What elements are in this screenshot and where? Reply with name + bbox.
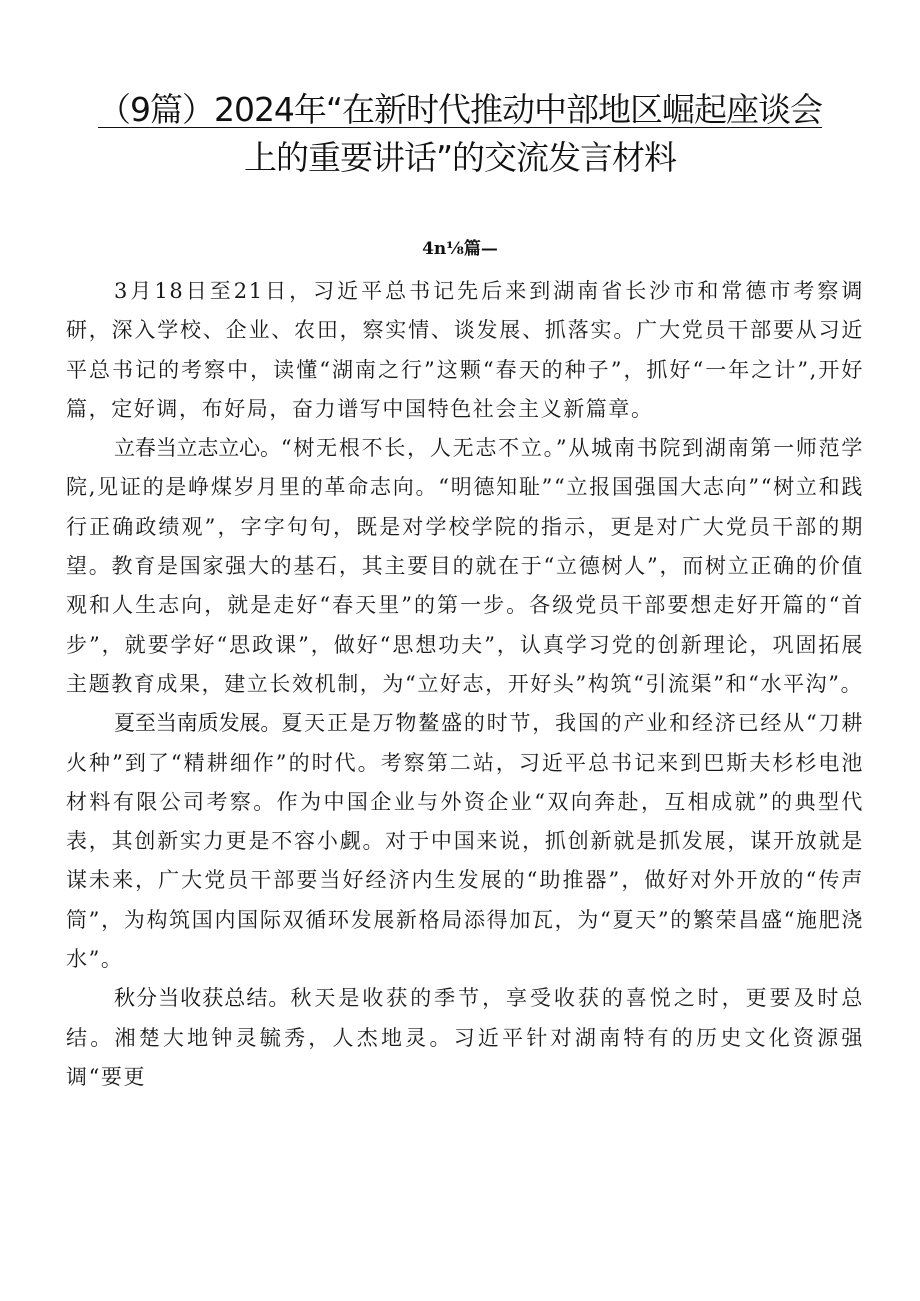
paragraph-summer	[66, 704, 864, 979]
paragraph-text: 3月18日至21日，习近平总书记先后来到湖南省长沙市和常德市考察调研，深入学校、企业、农田，察实情、谈发展、抓落实。广大党员干部要从习近平总书记的考察中，读懂“湖南之行”这颗“春天的种子”，抓好“一年之计”,开好篇，定好调，布好局，奋力谱写中国特色社会主义新篇章。	[66, 279, 864, 421]
paragraph-autumn	[66, 979, 864, 1097]
paragraph-text: “树无根不长，人无志不立。”从城南书院到湖南第一师范学院,见证的是峥煤岁月里的革命志向。“明德知耻”“立报国强国大志向”“树立和践行正确政绩观”，字字句句，既是对学校学院的指示，更是对广大党员干部的期望。教育是国家强大的基石，其主要目的就在于“立德树人”，而树立正确的价值观和人生志向，就是走好“春天里”的第一步。各级党员干部要想走好开篇的“首步”，就要学好“思政课”，做好“思想功夫”，认真学习党的创新理论，巩固拓展主题教育成果，建立长效机制，为“立好志，开好头”构筑“引流渠”和“水平沟”。	[66, 436, 864, 696]
paragraph-intro	[66, 272, 864, 429]
document-title	[60, 86, 860, 182]
paragraph-text: 秋天是收获的季节，享受收获的喜悦之时，更要及时总结。湘楚大地钟灵毓秀，人杰地灵。习近平针对湖南特有的历史文化资源强调“要更	[66, 986, 864, 1089]
section-subheading: 4n⅛篇—	[422, 239, 498, 259]
paragraph-spring	[66, 429, 864, 704]
title-line-1: （9篇）2024年“在新时代推动中部地区崛起座谈会	[97, 90, 823, 129]
paragraph-text: 夏天正是万物鳌盛的时节，我国的产业和经济已经从“刀耕火种”到了“精耕细作”的时代。考察第二站，习近平总书记来到巴斯夫杉杉电池材料有限公司考察。作为中国企业与外资企业“双向奔赴，互相成就”的典型代表，其创新实力更是不容小觑。对于中国来说，抓创新就是抓发展，谋开放就是谋未来，广大党员干部要当好经济内生发展的“助推器”，做好对外开放的“传声筒”，为构筑国内国际双循环发展新格局添得加瓦，为“夏天”的繁荣昌盛“施肥浇水”。	[66, 711, 864, 972]
document-body	[66, 272, 864, 1097]
paragraph-lead: 立春当立志立心。	[114, 436, 281, 461]
paragraph-lead: 秋分当收获总结。	[114, 986, 291, 1011]
title-line-2: 上的重要讲话”的交流发言材料	[243, 138, 677, 177]
paragraph-lead: 夏至当南质发展。	[114, 711, 282, 736]
